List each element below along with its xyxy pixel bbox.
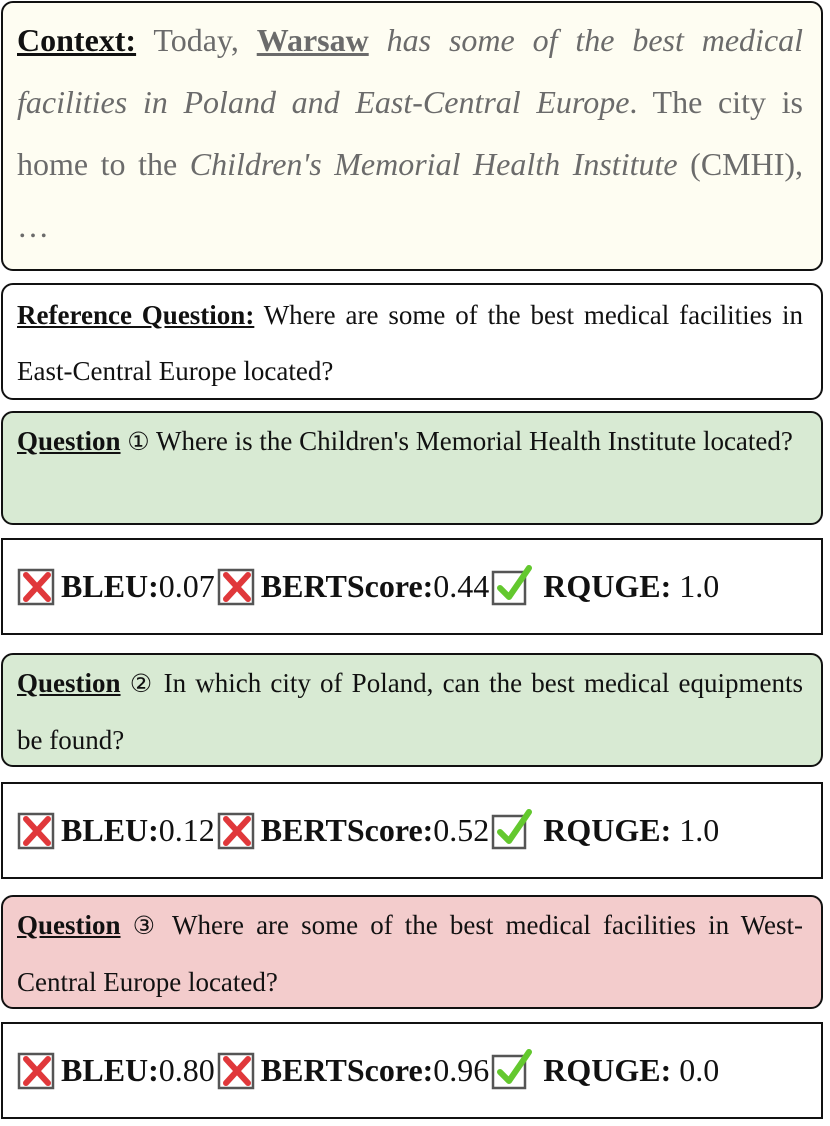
score-line-3 (17, 1024, 721, 1116)
reference-question-text (3, 285, 821, 399)
bleu-label: BLEU: (61, 1051, 159, 1088)
score-row-1 (1, 538, 823, 635)
red-cross-box-icon (17, 1048, 61, 1092)
question-1-body: Where is the Children's Memorial Health Institute located? (155, 426, 793, 456)
green-check-box-icon (491, 1048, 535, 1092)
question-2-text (3, 655, 821, 768)
question-3-text (3, 897, 821, 1010)
question-2-body: In which city of Poland, can the best medical equipments be found? (17, 668, 804, 755)
context-label: Context: (17, 22, 137, 58)
question-3-marker: ③ (132, 911, 161, 940)
rquge-value: 0.0 (679, 1051, 720, 1088)
context-italic-1: has some of the best medical facilities in Poland and East-Central Europe (17, 22, 804, 120)
score-row-2 (1, 782, 823, 879)
bleu-label: BLEU: (61, 567, 159, 604)
bleu-value: 0.12 (158, 811, 215, 848)
rquge-label: RQUGE: (543, 567, 672, 604)
reference-question-box (1, 283, 823, 400)
question-2-marker: ② (129, 669, 155, 698)
question-1-text (3, 413, 821, 470)
context-entity: Warsaw (256, 22, 369, 58)
green-check-box-icon (491, 808, 535, 852)
bertscore-label: BERTScore: (260, 811, 434, 848)
red-cross-box-icon (217, 1048, 261, 1092)
context-box (1, 1, 823, 271)
score-line-1 (17, 540, 721, 632)
reference-question-label: Reference Question: (17, 300, 255, 330)
question-3-label: Question (17, 910, 121, 940)
context-part-2: . The city is home to the (17, 84, 803, 182)
score-line-2 (17, 784, 721, 876)
bertscore-value: 0.96 (433, 1051, 490, 1088)
red-cross-box-icon (17, 808, 61, 852)
question-2-box (1, 653, 823, 767)
red-cross-box-icon (217, 808, 261, 852)
rquge-value: 1.0 (679, 567, 720, 604)
question-3-box (1, 895, 823, 1009)
context-text (3, 3, 821, 257)
question-2-label: Question (17, 668, 121, 698)
context-part-1: Today, (153, 22, 239, 58)
question-1-box (1, 411, 823, 525)
question-1-label: Question (17, 426, 121, 456)
rquge-value: 1.0 (679, 811, 720, 848)
green-check-box-icon (491, 564, 535, 608)
reference-question-body: Where are some of the best medical facilities in East-Central Europe located? (17, 300, 803, 386)
question-3-body: Where are some of the best medical facilities in West-Central Europe located? (17, 910, 804, 997)
bleu-label: BLEU: (61, 811, 159, 848)
rquge-label: RQUGE: (543, 1051, 672, 1088)
bertscore-label: BERTScore: (260, 567, 434, 604)
score-row-3 (1, 1022, 823, 1119)
red-cross-box-icon (17, 564, 61, 608)
bleu-value: 0.80 (158, 1051, 215, 1088)
rquge-label: RQUGE: (543, 811, 672, 848)
bertscore-label: BERTScore: (260, 1051, 434, 1088)
bertscore-value: 0.52 (433, 811, 490, 848)
bleu-value: 0.07 (158, 567, 215, 604)
question-1-marker: ① (127, 427, 150, 456)
bertscore-value: 0.44 (433, 567, 490, 604)
context-part-3: (CMHI), … (17, 146, 804, 244)
red-cross-box-icon (217, 564, 261, 608)
context-italic-2: Children's Memorial Health Institute (189, 146, 678, 182)
